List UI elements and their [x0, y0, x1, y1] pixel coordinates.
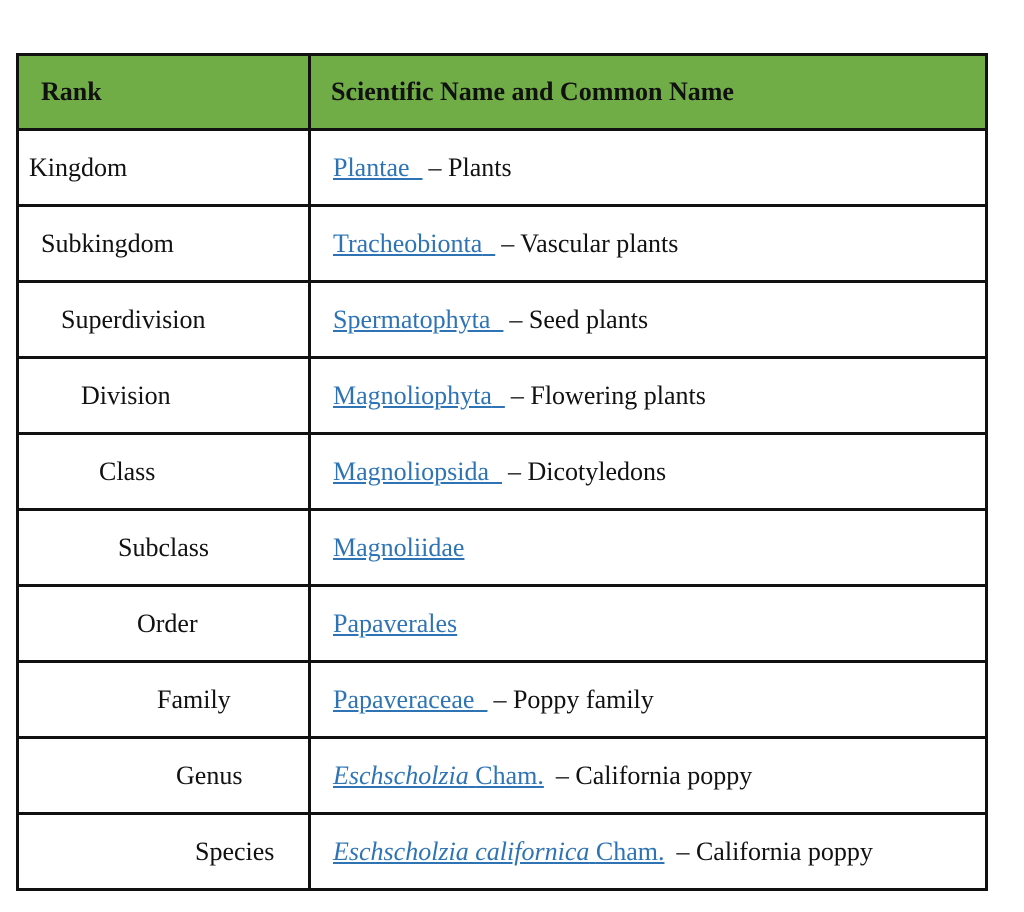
- scientific-name: Magnoliidae: [333, 532, 465, 562]
- common-name: – California poppy: [676, 836, 873, 866]
- table-row: [18, 662, 987, 738]
- scientific-name-link[interactable]: [333, 457, 502, 486]
- rank-cell: Subclass: [18, 510, 310, 586]
- scientific-name-link[interactable]: [333, 761, 544, 790]
- scientific-name-link[interactable]: [333, 381, 505, 410]
- table-row: [18, 814, 987, 890]
- common-name: – California poppy: [555, 760, 753, 790]
- scientific-name-link[interactable]: [333, 533, 464, 562]
- table-row: [18, 510, 987, 586]
- rank-cell: Subkingdom: [18, 206, 310, 282]
- scientific-name: Spermatophyta: [333, 304, 491, 334]
- name-cell: [310, 358, 987, 434]
- scientific-name-link[interactable]: [333, 685, 487, 714]
- common-name: – Poppy family: [493, 684, 654, 714]
- name-cell: [310, 206, 987, 282]
- name-cell: [310, 282, 987, 358]
- common-name: – Vascular plants: [501, 228, 679, 258]
- rank-cell: Class: [18, 434, 310, 510]
- table-row: [18, 586, 987, 662]
- table-row: [18, 738, 987, 814]
- table-row: [18, 130, 987, 206]
- rank-cell: Superdivision: [18, 282, 310, 358]
- scientific-name: Tracheobionta: [333, 228, 483, 258]
- table-row: [18, 282, 987, 358]
- scientific-name-link[interactable]: [333, 229, 495, 258]
- taxonomy-table: [16, 53, 988, 891]
- scientific-name-italic: Eschscholzia californica: [333, 836, 590, 866]
- name-cell: [310, 814, 987, 890]
- name-cell: [310, 662, 987, 738]
- scientific-name: Papaveraceae: [333, 684, 475, 714]
- common-name: – Dicotyledons: [508, 456, 667, 486]
- common-name: – Seed plants: [509, 304, 649, 334]
- name-cell: [310, 130, 987, 206]
- table-row: [18, 434, 987, 510]
- rank-cell: Kingdom: [18, 130, 310, 206]
- common-name: – Plants: [428, 152, 512, 182]
- rank-cell: Genus: [18, 738, 310, 814]
- scientific-name-link[interactable]: [333, 609, 457, 638]
- common-name: – Flowering plants: [510, 380, 706, 410]
- header-rank: Rank: [18, 55, 310, 130]
- rank-cell: Species: [18, 814, 310, 890]
- rank-cell: Family: [18, 662, 310, 738]
- name-cell: [310, 738, 987, 814]
- scientific-name: Plantae: [333, 152, 410, 182]
- table-row: [18, 206, 987, 282]
- scientific-name-link[interactable]: [333, 837, 664, 866]
- name-cell: [310, 434, 987, 510]
- scientific-name-link[interactable]: [333, 153, 423, 182]
- scientific-name-author: Cham.: [595, 836, 665, 866]
- scientific-name: Papaverales: [333, 608, 458, 638]
- table-row: [18, 358, 987, 434]
- scientific-name-author: Cham.: [475, 760, 544, 790]
- scientific-name-link[interactable]: [333, 305, 503, 334]
- header-row: [18, 55, 987, 130]
- rank-cell: Order: [18, 586, 310, 662]
- name-cell: [310, 586, 987, 662]
- name-cell: [310, 510, 987, 586]
- header-scientific-common-name: Scientific Name and Common Name: [310, 55, 987, 130]
- rank-cell: Division: [18, 358, 310, 434]
- scientific-name: Magnoliopsida: [333, 456, 489, 486]
- scientific-name: Magnoliophyta: [333, 380, 492, 410]
- scientific-name-italic: Eschscholzia: [333, 760, 469, 790]
